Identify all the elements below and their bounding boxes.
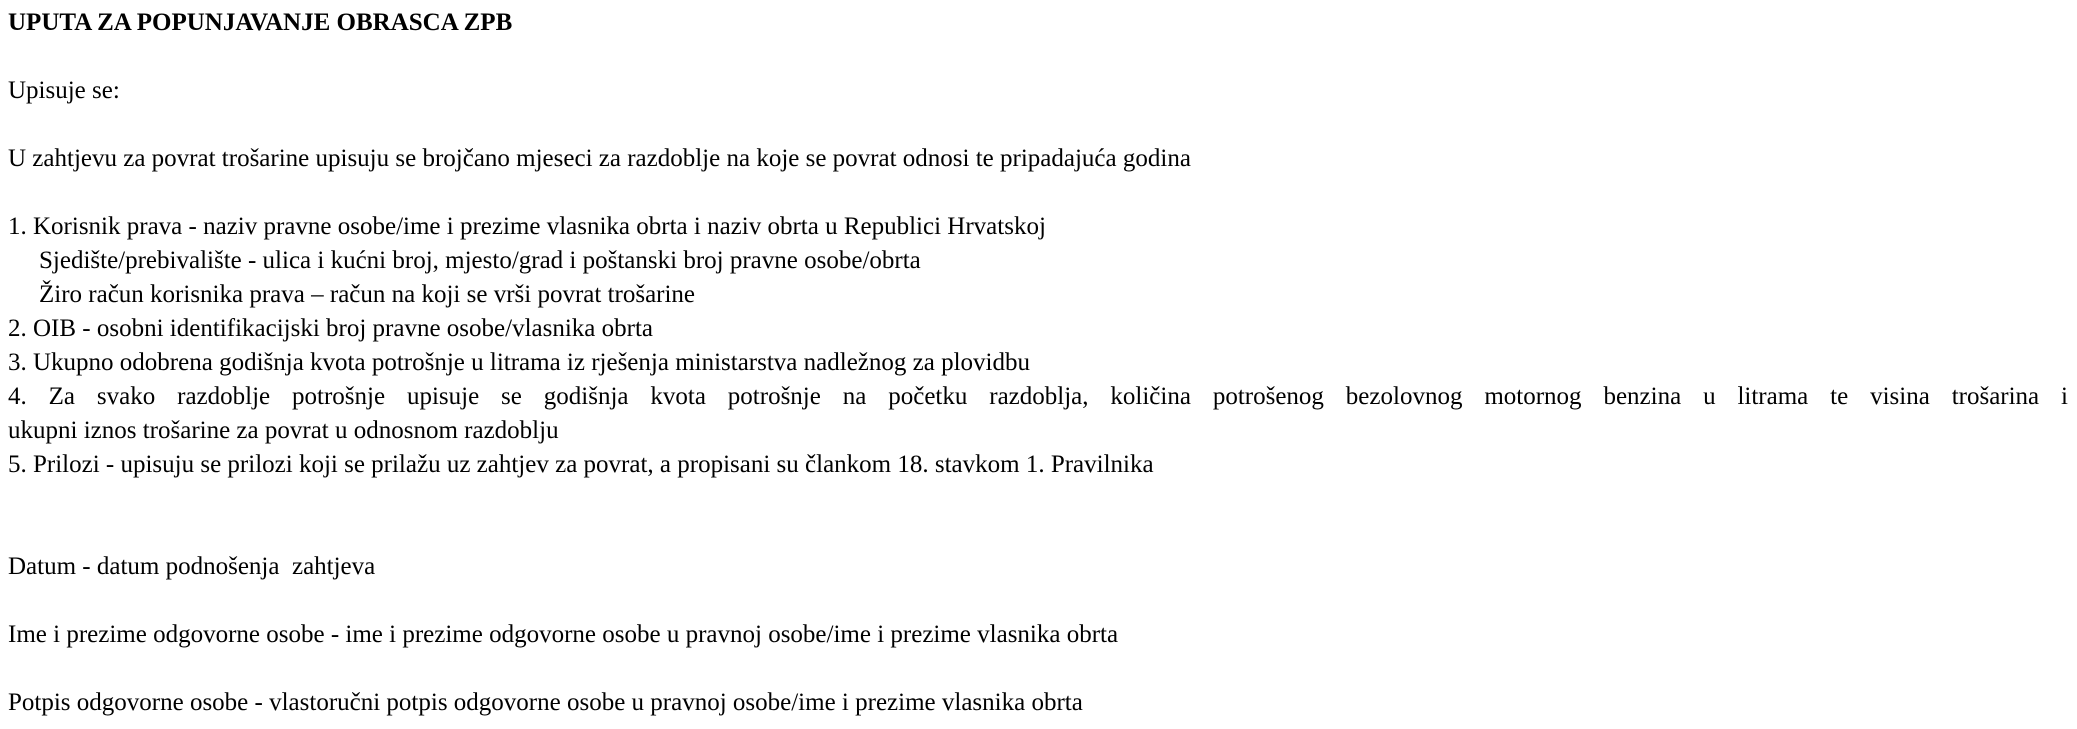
list-item-1: 1. Korisnik prava - naziv pravne osobe/ime i prezime vlasnika obrta i naziv obrta u Republici Hrvatskoj <box>8 213 1046 240</box>
list-item-1-sub-2: Žiro račun korisnika prava – račun na koji se vrši povrat trošarine <box>39 281 696 308</box>
signature-line: Potpis odgovorne osobe - vlastoručni potpis odgovorne osobe u pravnoj osobe/ime i prezime vlasnika obrta <box>8 689 1083 716</box>
document-page <box>8 6 2068 720</box>
period-note: U zahtjevu za povrat trošarine upisuju se brojčano mjeseci za razdoblje na koje se povrat odnosi te pripadajuća godina <box>8 145 1191 172</box>
list-item-4: 4. Za svako razdoblje potrošnje upisuje se godišnja kvota potrošnje na početku razdoblja, količina potrošenog bezolovnog motornog benzina u litrama te visina trošarina i <box>8 383 2068 410</box>
list-item-5: 5. Prilozi - upisuju se prilozi koji se prilažu uz zahtjev za povrat, a propisani su člankom 18. stavkom 1. Pravilnika <box>8 451 1154 478</box>
intro-text: Upisuje se: <box>8 77 120 104</box>
date-line: Datum - datum podnošenja zahtjeva <box>8 553 376 580</box>
document-title: UPUTA ZA POPUNJAVANJE OBRASCA ZPB <box>8 9 513 36</box>
list-item-1-sub-1: Sjedište/prebivalište - ulica i kućni broj, mjesto/grad i poštanski broj pravne osobe/obrta <box>39 247 921 274</box>
list-item-3: 3. Ukupno odobrena godišnja kvota potrošnje u litrama iz rješenja ministarstva nadležnog za plovidbu <box>8 349 1030 376</box>
instruction-list <box>8 210 2068 482</box>
list-item-2: 2. OIB - osobni identifikacijski broj pravne osobe/vlasnika obrta <box>8 315 654 342</box>
responsible-person-name-line: Ime i prezime odgovorne osobe - ime i prezime odgovorne osobe u pravnoj osobe/ime i prezime vlasnika obrta <box>8 621 1119 648</box>
list-item-4-continuation: ukupni iznos trošarine za povrat u odnosnom razdoblju <box>8 417 559 444</box>
